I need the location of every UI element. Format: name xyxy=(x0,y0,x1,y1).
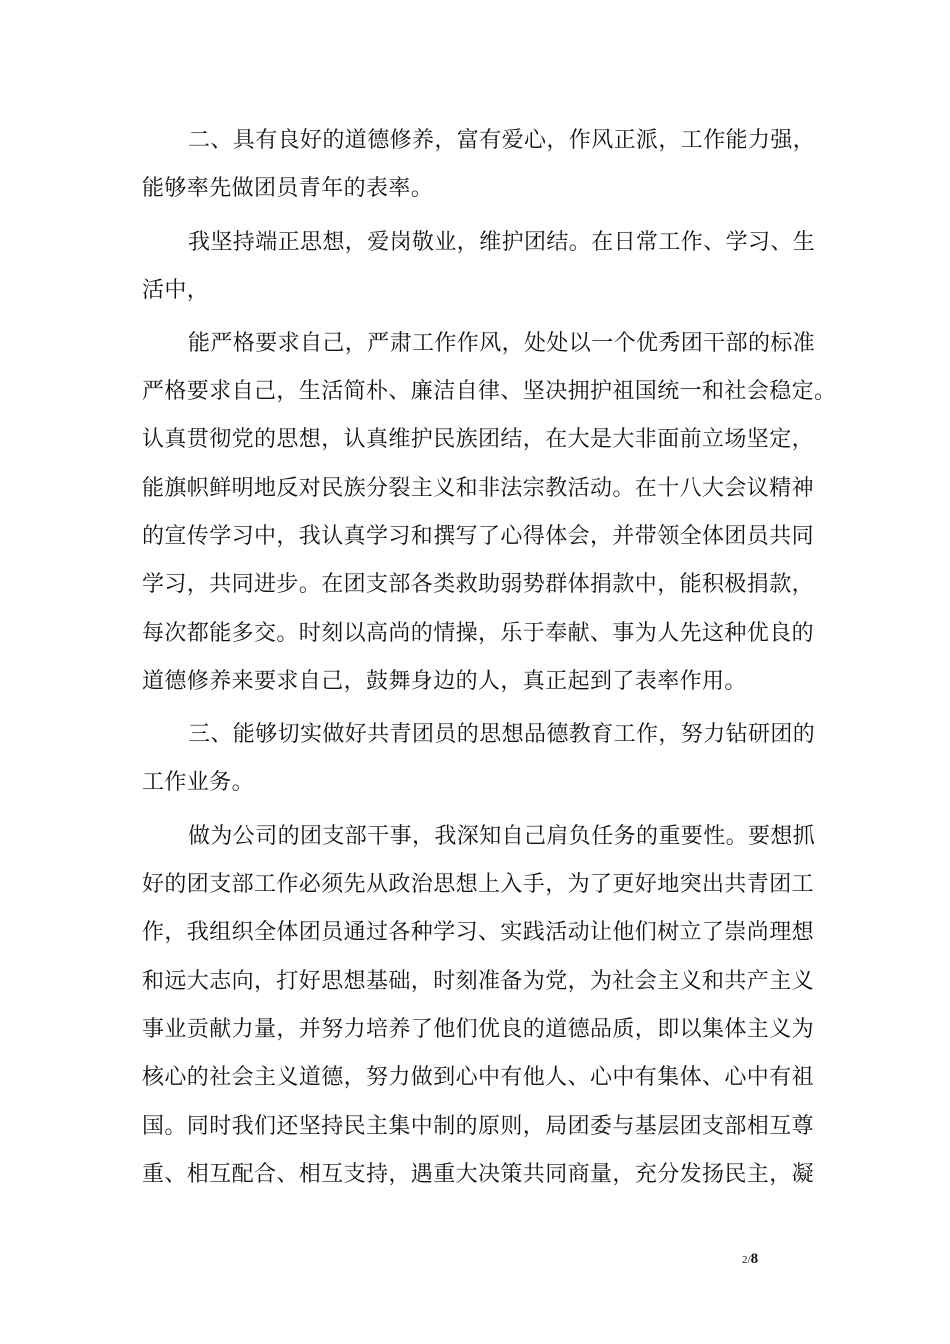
text-line: 重、相互配合、相互支持，遇重大决策共同商量，充分发扬民主，凝 xyxy=(142,1162,815,1187)
text-line: 学习，共同进步。在团支部各类救助弱势群体捐款中，能积极捐款， xyxy=(142,572,815,597)
text-line: 核心的社会主义道德，努力做到心中有他人、心中有集体、心中有祖 xyxy=(142,1065,815,1090)
page-number-total: 8 xyxy=(750,1251,759,1267)
text-line: 做为公司的团支部干事，我深知自己肩负任务的重要性。要想抓 xyxy=(188,824,816,849)
text-line: 国。同时我们还坚持民主集中制的原则，局团委与基层团支部相互尊 xyxy=(142,1114,815,1139)
text-line: 二、具有良好的道德修养，富有爱心，作风正派，工作能力强， xyxy=(188,128,816,153)
text-line: 事业贡献力量，并努力培养了他们优良的道德品质，即以集体主义为 xyxy=(142,1017,815,1042)
text-line: 能够率先做团员青年的表率。 xyxy=(142,176,434,201)
text-line: 能严格要求自己，严肃工作作风，处处以一个优秀团干部的标准 xyxy=(188,331,816,356)
text-line: 和远大志向，打好思想基础，时刻准备为党，为社会主义和共产主义 xyxy=(142,969,815,994)
text-line: 好的团支部工作必须先从政治思想上入手，为了更好地突出共青团工 xyxy=(142,872,815,897)
text-line: 能旗帜鲜明地反对民族分裂主义和非法宗教活动。在十八大会议精神 xyxy=(142,476,815,501)
text-line: 严格要求自己，生活简朴、廉洁自律、坚决拥护祖国统一和社会稳定。 xyxy=(142,379,837,404)
text-line: 每次都能多交。时刻以高尚的情操，乐于奉献、事为人先这种优良的 xyxy=(142,621,815,646)
text-line: 认真贯彻党的思想，认真维护民族团结，在大是大非面前立场坚定， xyxy=(142,427,815,452)
text-line: 的宣传学习中，我认真学习和撰写了心得体会，并带领全体团员共同 xyxy=(142,524,815,549)
text-line: 我坚持端正思想，爱岗敬业，维护团结。在日常工作、学习、生 xyxy=(188,230,816,255)
page-number xyxy=(742,1250,758,1268)
text-line: 活中， xyxy=(142,278,210,303)
text-line: 工作业务。 xyxy=(142,770,255,795)
page-number-current: 2/ xyxy=(742,1254,751,1266)
text-line: 作，我组织全体团员通过各种学习、实践活动让他们树立了崇尚理想 xyxy=(142,920,815,945)
text-line: 道德修养来要求自己，鼓舞身边的人，真正起到了表率作用。 xyxy=(142,669,747,694)
text-line: 三、能够切实做好共青团员的思想品德教育工作，努力钻研团的 xyxy=(188,722,816,747)
